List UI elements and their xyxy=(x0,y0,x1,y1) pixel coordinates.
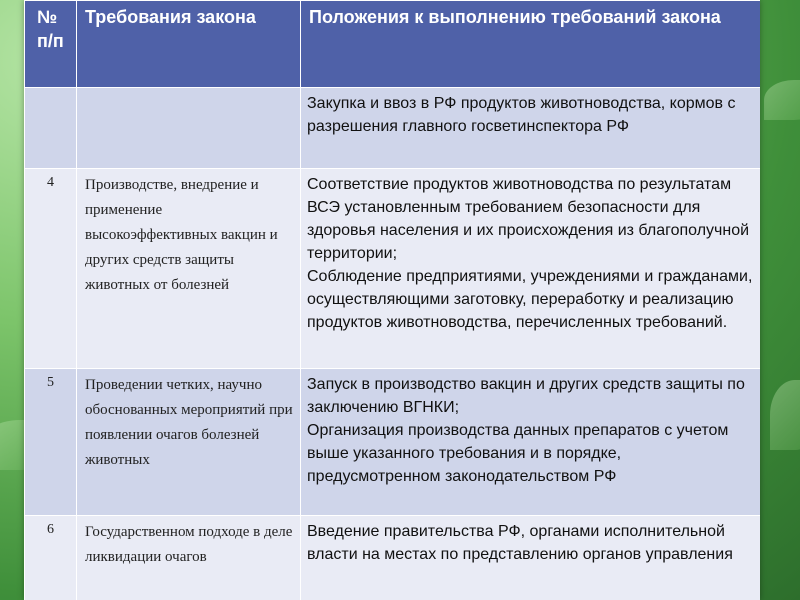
provision-text: Введение правительства РФ, органами исполнительной власти на местах по представлению органов управления xyxy=(307,523,733,563)
row-number-cell: 6 xyxy=(25,516,77,600)
requirement-cell: Государственном подходе в деле ликвидации очагов xyxy=(77,516,301,600)
row-number-cell: 4 xyxy=(25,169,77,369)
requirement-cell: Проведении четких, научно обоснованных мероприятий при появлении очагов болезней животных xyxy=(77,369,301,516)
slide xyxy=(24,0,760,600)
provisions-cell xyxy=(301,516,761,600)
requirement-cell: Производстве, внедрение и применение высокоэффективных вакцин и других средств защиты животных от болезней xyxy=(77,169,301,369)
row-number-cell: 5 xyxy=(25,369,77,516)
provision-text: Соответствие продуктов животноводства по результатам ВСЭ установленным требованием безопасности для здоровья населения и их происхождения из благополучной территории; xyxy=(307,176,750,262)
provisions-cell xyxy=(301,369,761,516)
provision-text: Организация производства данных препаратов с учетом выше указанного требования и в порядке, предусмотренном законодательством РФ xyxy=(307,422,729,485)
row-number-cell xyxy=(25,88,77,169)
table-row xyxy=(25,369,761,516)
table-header-row xyxy=(25,1,761,88)
table-row xyxy=(25,516,761,600)
header-requirement: Требования закона xyxy=(77,1,301,88)
background-leaf xyxy=(770,380,800,450)
provisions-cell xyxy=(301,88,761,169)
provision-text: Закупка и ввоз в РФ продуктов животноводства, кормов с разрешения главного госветинспектора РФ xyxy=(307,95,736,135)
table-row xyxy=(25,88,761,169)
requirement-cell xyxy=(77,88,301,169)
provision-text: Запуск в производство вакцин и других средств защиты по заключению ВГНКИ; xyxy=(307,376,745,416)
requirements-table xyxy=(24,0,760,600)
header-provisions: Положения к выполнению требований закона xyxy=(301,1,761,88)
header-num: № п/п xyxy=(25,1,77,88)
provisions-cell xyxy=(301,169,761,369)
provision-text: Соблюдение предприятиями, учреждениями и гражданами, осуществляющими заготовку, переработку и реализацию продуктов животноводства, перечисленных требований. xyxy=(307,268,753,331)
table-row xyxy=(25,169,761,369)
background-leaf xyxy=(764,80,800,120)
